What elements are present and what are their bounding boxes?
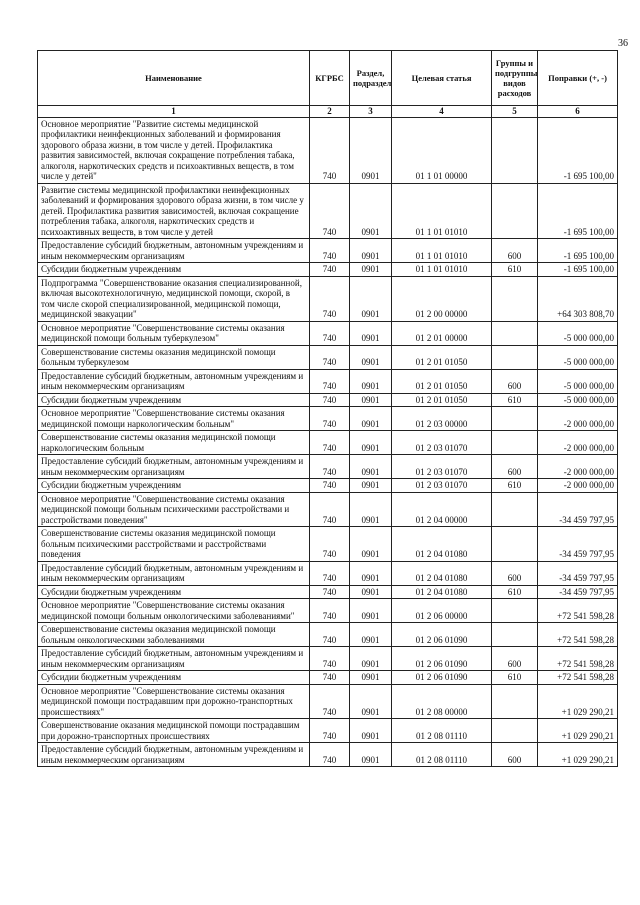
row-kgrbs: 740 [310, 599, 350, 623]
header-group: Группы и подгруппы видов расходов [492, 51, 538, 106]
row-group: 600 [492, 239, 538, 263]
row-target: 01 2 06 01090 [392, 647, 492, 671]
row-kgrbs: 740 [310, 527, 350, 562]
row-target: 01 2 04 00000 [392, 492, 492, 527]
row-amount: -2 000 000,00 [538, 479, 618, 493]
row-amount: +72 541 598,28 [538, 599, 618, 623]
header-kgrbs: КГРБС [310, 51, 350, 106]
row-target: 01 2 03 01070 [392, 479, 492, 493]
row-amount: +64 303 808,70 [538, 276, 618, 321]
row-section: 0901 [350, 239, 392, 263]
row-name: Основное мероприятие "Совершенствование системы оказания медицинской помощи наркологическим больным" [38, 407, 310, 431]
row-group: 610 [492, 393, 538, 407]
row-target: 01 2 01 01050 [392, 345, 492, 369]
row-name: Субсидии бюджетным учреждениям [38, 263, 310, 277]
row-group [492, 719, 538, 743]
row-name: Основное мероприятие "Совершенствование системы оказания медицинской помощи больным психическими расстройствами и расстройствами поведения" [38, 492, 310, 527]
row-kgrbs: 740 [310, 407, 350, 431]
row-group: 600 [492, 647, 538, 671]
column-number: 5 [492, 106, 538, 118]
row-amount: +1 029 290,21 [538, 719, 618, 743]
row-kgrbs: 740 [310, 479, 350, 493]
column-number: 4 [392, 106, 492, 118]
row-kgrbs: 740 [310, 263, 350, 277]
row-amount: -1 695 100,00 [538, 263, 618, 277]
row-group [492, 623, 538, 647]
row-section: 0901 [350, 561, 392, 585]
row-group [492, 321, 538, 345]
header-section: Раздел, подраздел [350, 51, 392, 106]
row-target: 01 1 01 01010 [392, 183, 492, 239]
row-amount: -34 459 797,95 [538, 492, 618, 527]
header-row [38, 51, 618, 106]
row-name: Основное мероприятие "Совершенствование системы оказания медицинской помощи пострадавшим при дорожно-транспортных происшествиях" [38, 684, 310, 719]
row-kgrbs: 740 [310, 647, 350, 671]
table-row [38, 263, 618, 277]
row-section: 0901 [350, 407, 392, 431]
row-kgrbs: 740 [310, 369, 350, 393]
column-number-row [38, 106, 618, 118]
row-kgrbs: 740 [310, 492, 350, 527]
table-row [38, 407, 618, 431]
row-name: Развитие системы медицинской профилактики неинфекционных заболеваний и формирования здорового образа жизни, в том числе у детей. Профилактика развития зависимостей, включая сокращение потребления табака, алкоголя, наркотических средств и психоактивных веществ, в том числе у детей [38, 183, 310, 239]
table-row [38, 647, 618, 671]
row-amount: +72 541 598,28 [538, 647, 618, 671]
row-kgrbs: 740 [310, 276, 350, 321]
row-amount: -5 000 000,00 [538, 393, 618, 407]
table-row [38, 117, 618, 183]
row-kgrbs: 740 [310, 684, 350, 719]
row-section: 0901 [350, 321, 392, 345]
row-section: 0901 [350, 719, 392, 743]
column-number: 6 [538, 106, 618, 118]
table-row [38, 623, 618, 647]
row-target: 01 2 04 01080 [392, 527, 492, 562]
row-section: 0901 [350, 647, 392, 671]
row-kgrbs: 740 [310, 393, 350, 407]
row-kgrbs: 740 [310, 455, 350, 479]
row-amount: -5 000 000,00 [538, 345, 618, 369]
row-amount: -5 000 000,00 [538, 369, 618, 393]
row-name: Совершенствование системы оказания медицинской помощи наркологическим больным [38, 431, 310, 455]
table-row [38, 585, 618, 599]
row-target: 01 2 08 01110 [392, 743, 492, 767]
row-kgrbs: 740 [310, 623, 350, 647]
row-target: 01 1 01 01010 [392, 239, 492, 263]
table-row [38, 492, 618, 527]
row-name: Основное мероприятие "Совершенствование системы оказания медицинской помощи больным туберкулезом" [38, 321, 310, 345]
row-amount: -5 000 000,00 [538, 321, 618, 345]
row-section: 0901 [350, 431, 392, 455]
budget-amendments-table-container [37, 50, 617, 767]
table-row [38, 369, 618, 393]
table-row [38, 527, 618, 562]
row-target: 01 2 08 00000 [392, 684, 492, 719]
row-name: Основное мероприятие "Совершенствование системы оказания медицинской помощи больным онкологическими заболеваниями" [38, 599, 310, 623]
row-section: 0901 [350, 492, 392, 527]
row-target: 01 2 04 01080 [392, 585, 492, 599]
row-amount: -2 000 000,00 [538, 407, 618, 431]
row-section: 0901 [350, 393, 392, 407]
column-number: 2 [310, 106, 350, 118]
row-amount: -2 000 000,00 [538, 455, 618, 479]
row-group: 600 [492, 455, 538, 479]
table-row [38, 561, 618, 585]
row-group [492, 492, 538, 527]
row-name: Субсидии бюджетным учреждениям [38, 671, 310, 685]
row-section: 0901 [350, 263, 392, 277]
row-group: 610 [492, 479, 538, 493]
row-group [492, 527, 538, 562]
row-target: 01 1 01 01010 [392, 263, 492, 277]
row-amount: -34 459 797,95 [538, 585, 618, 599]
row-amount: -1 695 100,00 [538, 239, 618, 263]
table-row [38, 479, 618, 493]
row-group [492, 183, 538, 239]
table-row [38, 599, 618, 623]
row-name: Предоставление субсидий бюджетным, автономным учреждениям и иным некоммерческим организациям [38, 561, 310, 585]
row-target: 01 2 06 00000 [392, 599, 492, 623]
table-row [38, 276, 618, 321]
row-section: 0901 [350, 743, 392, 767]
row-name: Субсидии бюджетным учреждениям [38, 479, 310, 493]
row-target: 01 2 06 01090 [392, 671, 492, 685]
row-amount: -2 000 000,00 [538, 431, 618, 455]
row-name: Совершенствование системы оказания медицинской помощи больным психическими расстройствами и расстройствами поведения [38, 527, 310, 562]
row-target: 01 2 03 01070 [392, 431, 492, 455]
row-name: Основное мероприятие "Развитие системы медицинской профилактики неинфекционных заболеваний и формирования здорового образа жизни, в том числе у детей. Профилактика развития зависимостей, включая сокращение потребления табака, алкоголя, наркотических средств и психоактивных веществ, в том числе у детей" [38, 117, 310, 183]
row-kgrbs: 740 [310, 117, 350, 183]
table-row [38, 239, 618, 263]
row-section: 0901 [350, 671, 392, 685]
row-group [492, 276, 538, 321]
header-amount: Поправки (+, -) [538, 51, 618, 106]
row-section: 0901 [350, 183, 392, 239]
row-amount: -34 459 797,95 [538, 527, 618, 562]
row-target: 01 2 03 01070 [392, 455, 492, 479]
row-group [492, 345, 538, 369]
row-section: 0901 [350, 684, 392, 719]
table-row [38, 321, 618, 345]
table-body [38, 117, 618, 767]
row-group: 610 [492, 263, 538, 277]
row-group: 600 [492, 561, 538, 585]
row-group: 600 [492, 743, 538, 767]
table-row [38, 455, 618, 479]
row-target: 01 2 01 01050 [392, 393, 492, 407]
row-kgrbs: 740 [310, 561, 350, 585]
row-kgrbs: 740 [310, 743, 350, 767]
column-number: 3 [350, 106, 392, 118]
row-target: 01 2 01 01050 [392, 369, 492, 393]
row-name: Совершенствование системы оказания медицинской помощи больным онкологическими заболеваниями [38, 623, 310, 647]
row-name: Предоставление субсидий бюджетным, автономным учреждениям и иным некоммерческим организациям [38, 455, 310, 479]
row-name: Предоставление субсидий бюджетным, автономным учреждениям и иным некоммерческим организациям [38, 369, 310, 393]
column-number: 1 [38, 106, 310, 118]
row-name: Совершенствование оказания медицинской помощи пострадавшим при дорожно-транспортных происшествиях [38, 719, 310, 743]
page-number: 36 [618, 38, 628, 49]
row-target: 01 2 00 00000 [392, 276, 492, 321]
row-name: Подпрограмма "Совершенствование оказания специализированной, включая высокотехнологичную, медицинской помощи, скорой, в том числе скорой специализированной, медицинской помощи, медицинской эвакуации" [38, 276, 310, 321]
row-target: 01 1 01 00000 [392, 117, 492, 183]
row-kgrbs: 740 [310, 321, 350, 345]
row-name: Совершенствование системы оказания медицинской помощи больным туберкулезом [38, 345, 310, 369]
table-row [38, 743, 618, 767]
table-row [38, 183, 618, 239]
row-kgrbs: 740 [310, 345, 350, 369]
table-row [38, 671, 618, 685]
row-amount: -34 459 797,95 [538, 561, 618, 585]
header-name: Наименование [38, 51, 310, 106]
row-section: 0901 [350, 369, 392, 393]
budget-amendments-table [37, 50, 618, 767]
row-group [492, 599, 538, 623]
row-group: 610 [492, 671, 538, 685]
table-row [38, 431, 618, 455]
row-kgrbs: 740 [310, 671, 350, 685]
row-amount: +1 029 290,21 [538, 743, 618, 767]
row-name: Предоставление субсидий бюджетным, автономным учреждениям и иным некоммерческим организациям [38, 743, 310, 767]
row-section: 0901 [350, 455, 392, 479]
row-amount: -1 695 100,00 [538, 183, 618, 239]
row-target: 01 2 03 00000 [392, 407, 492, 431]
row-target: 01 2 01 00000 [392, 321, 492, 345]
table-row [38, 345, 618, 369]
row-section: 0901 [350, 345, 392, 369]
row-group [492, 117, 538, 183]
row-kgrbs: 740 [310, 719, 350, 743]
row-group [492, 407, 538, 431]
row-kgrbs: 740 [310, 585, 350, 599]
row-name: Предоставление субсидий бюджетным, автономным учреждениям и иным некоммерческим организациям [38, 647, 310, 671]
row-name: Субсидии бюджетным учреждениям [38, 393, 310, 407]
table-row [38, 684, 618, 719]
row-section: 0901 [350, 276, 392, 321]
header-target: Целевая статья [392, 51, 492, 106]
row-kgrbs: 740 [310, 239, 350, 263]
row-section: 0901 [350, 479, 392, 493]
row-kgrbs: 740 [310, 183, 350, 239]
row-kgrbs: 740 [310, 431, 350, 455]
row-section: 0901 [350, 527, 392, 562]
row-group [492, 431, 538, 455]
row-section: 0901 [350, 585, 392, 599]
row-section: 0901 [350, 117, 392, 183]
table-row [38, 719, 618, 743]
row-amount: +72 541 598,28 [538, 623, 618, 647]
row-amount: -1 695 100,00 [538, 117, 618, 183]
row-target: 01 2 06 01090 [392, 623, 492, 647]
table-row [38, 393, 618, 407]
row-amount: +1 029 290,21 [538, 684, 618, 719]
row-group: 610 [492, 585, 538, 599]
row-name: Субсидии бюджетным учреждениям [38, 585, 310, 599]
row-amount: +72 541 598,28 [538, 671, 618, 685]
row-group: 600 [492, 369, 538, 393]
row-target: 01 2 08 01110 [392, 719, 492, 743]
row-name: Предоставление субсидий бюджетным, автономным учреждениям и иным некоммерческим организациям [38, 239, 310, 263]
row-section: 0901 [350, 623, 392, 647]
row-group [492, 684, 538, 719]
row-target: 01 2 04 01080 [392, 561, 492, 585]
row-section: 0901 [350, 599, 392, 623]
